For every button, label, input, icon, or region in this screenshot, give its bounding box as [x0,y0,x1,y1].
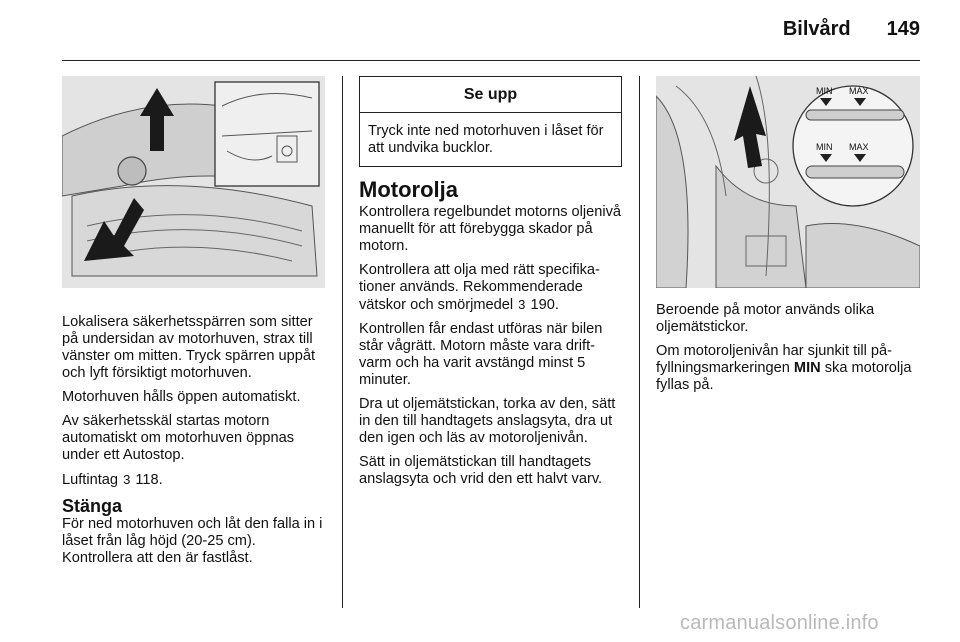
page-number: 149 [886,18,920,40]
min-text-before: Om motoroljenivån har sjunkit till påfyllningsmarkeringen [656,343,893,376]
page-ref-link[interactable]: 190. [530,297,559,313]
column-left-text [62,314,325,567]
dipstick-max-label-2: MAX [849,142,869,152]
section-title: Bilvård [782,18,851,40]
dipstick-min-label-1: MIN [816,86,833,96]
caution-box [359,76,622,167]
paragraph: Av säkerhetsskäl startas motorn automatiskt om motorhuven öppnas under ett Autostop. [62,413,295,463]
paragraph: Motorhuven hålls öppen automatiskt. [62,389,301,405]
paragraph: Kontrollera regelbundet motorns oljenivå manuellt för att förebygga skador på motorn. [359,204,622,254]
dipstick-illustration [656,76,920,288]
dipstick-drawing [656,76,920,288]
caution-title: Se upp [360,77,621,113]
paragraph: Dra ut oljemätstickan, torka av den, sätt in den till handtagets anslagsyta, dra ut den igen och läs av motoroljenivån. [359,396,616,446]
paragraph: Beroende på motor används olika oljemätstickor. [656,302,875,335]
heading-engine-oil: Motorolja [359,177,458,202]
dipstick-max-label-1: MAX [849,86,869,96]
paragraph-air-intake [62,471,325,489]
paragraph-recommended-fluids [359,262,622,314]
column-right-text [656,302,920,394]
page-ref-link[interactable]: 118. [135,472,163,488]
paragraph: Lokalisera säkerhetsspärren som sitter på undersidan av motorhuven, strax till vänster om mitten. Tryck spärren uppåt och lyft försiktigt motorhuven. [62,314,316,381]
dipstick-min-label-2: MIN [816,142,833,152]
page-header [783,18,920,48]
paragraph: För ned motorhuven och låt den falla in i låset från låg höjd (20-25 cm). Kontrollera att den är fastlåst. [62,516,323,566]
column-middle [359,76,622,488]
air-intake-label: Luftintag [62,472,118,488]
min-text-after: ska motorolja fyllas på. [656,360,912,393]
column-middle-text [359,204,622,488]
paragraph-min-mark [656,343,920,394]
hood-latch-drawing [62,76,325,288]
hood-latch-illustration [62,76,325,288]
min-mark-label: MIN [793,360,821,376]
paragraph: Kontrollen får endast utföras när bilen står vågrätt. Motorn måste vara driftvarm och ha varit avstängd minst 5 minuter. [359,321,603,388]
header-rule [62,60,920,61]
page-ref-icon: 3 [518,297,526,312]
heading-close: Stänga [62,496,123,516]
column-right [656,76,920,394]
page-ref-icon: 3 [123,472,131,487]
fluids-text: Kontrollera att olja med rätt specifikationer används. Rekommenderade vätskor och smörjmedel [359,262,600,313]
column-divider-2 [639,76,640,608]
column-left [62,76,325,567]
caution-body: Tryck inte ned motorhuven i låset för att undvika bucklor. [368,123,604,156]
watermark: carmanualsonline.info [680,612,879,634]
paragraph: Sätt in oljemätstickan till handtagets anslagsyta och vrid den ett halvt varv. [359,454,603,487]
column-divider-1 [342,76,343,608]
